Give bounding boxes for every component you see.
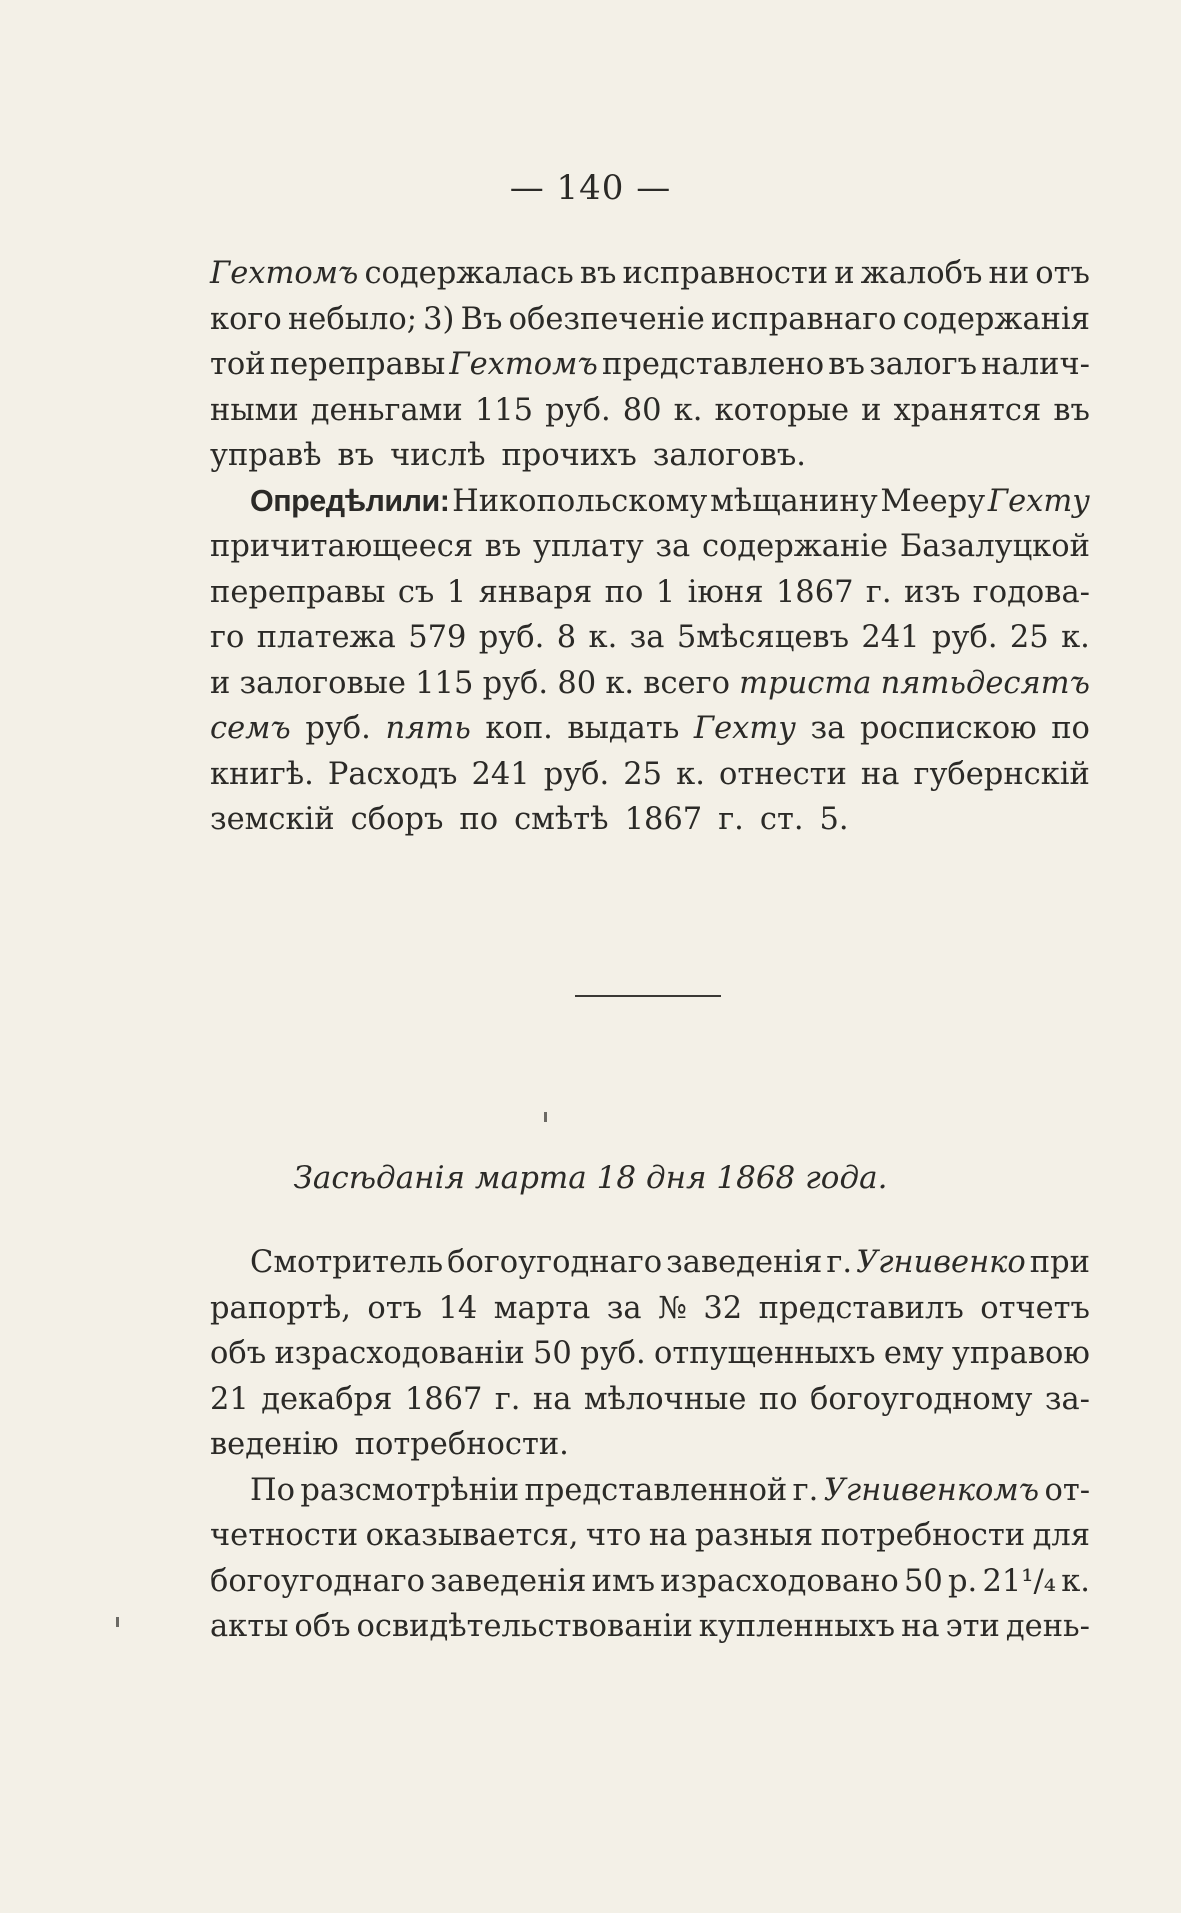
word: переправы [269,347,446,382]
text-line [210,615,1090,661]
word: № [658,1290,687,1326]
word: по [459,802,499,837]
word: всего [643,665,730,701]
word: іюня [687,574,764,610]
word: руб. [478,620,545,655]
word: Опредѣлили: [250,483,450,518]
text-line [210,1377,1090,1423]
text-line [210,524,1090,570]
word: 1 [655,574,676,610]
word: земскій [210,802,335,837]
word: четности [210,1518,359,1553]
word: г. [718,802,744,837]
text-line [210,1331,1090,1377]
word: руб. [305,711,371,746]
word: управѣ [210,438,322,473]
text-line [210,706,1090,752]
word: 50 [533,1336,572,1371]
word: жалобъ [860,256,983,291]
word: По [250,1472,295,1508]
word: при [1029,1245,1090,1280]
word: небыло; [287,301,417,337]
word: Гехтомъ [210,256,359,291]
word: отпущенныхъ [654,1336,876,1371]
word: 25 [1009,620,1049,655]
word: отъ [367,1290,423,1326]
word: изъ [904,574,961,610]
word: го [210,620,245,655]
word: управою [951,1336,1090,1371]
word: 241 [861,620,920,655]
word: имъ [591,1563,656,1599]
word: к. [676,756,705,792]
text-line [210,1240,1090,1286]
word: руб. [931,620,998,655]
word: деньгами [310,392,463,428]
word: платежа [256,620,396,655]
word: за [606,1290,642,1326]
paragraph-1 [210,251,1090,843]
word: от- [1044,1472,1090,1508]
word: рапортѣ, [210,1290,351,1326]
word: 3) [423,301,455,337]
word: годова- [972,574,1090,610]
word: прочихъ [501,438,637,473]
word: въ [484,529,522,564]
word: за [810,711,846,746]
word: 1867 [404,1381,483,1417]
word: 50 [904,1563,943,1599]
word: г. [494,1381,521,1417]
word: которые [714,392,850,428]
word: числѣ [390,438,486,473]
word: съ [397,574,435,610]
word: и [834,256,855,291]
text-line [210,1513,1090,1559]
word: 80 [622,392,662,428]
word: отнести [718,756,847,792]
text-line [210,342,1090,388]
word: 5. [819,802,849,837]
word: сборъ [350,802,444,837]
word: кого [210,301,282,337]
word: заведенія [430,1563,587,1599]
text-line [210,251,1090,297]
word: г. [865,574,892,610]
word: по [1051,711,1090,746]
word: семъ [210,711,291,746]
text-line [210,570,1090,616]
word: 1867 [624,802,703,837]
word: потребности [820,1518,1026,1553]
word: содержалась [364,256,574,291]
word: губернскій [913,756,1090,792]
word: декабря [261,1381,393,1417]
paragraph-2 [210,1240,1090,1650]
word: ст. [759,802,804,837]
word: руб. [580,1336,646,1371]
page-number: — 140 — [509,168,672,208]
word: 579 [408,620,467,655]
word: Базалуцкой [899,529,1090,564]
word: переправы [210,574,386,610]
word: въ [828,347,865,382]
word: акты [210,1609,289,1644]
word: за- [1044,1381,1090,1417]
word: 115 [474,392,534,428]
word: Расходъ [327,756,458,792]
word: богоугодному [809,1381,1033,1417]
word: Гехту [693,711,796,746]
word: 5мѣсяцевъ [676,620,849,655]
word: въ [1053,392,1090,428]
text-line [210,388,1090,434]
word: исправнаго [710,301,897,337]
word: на [901,1609,940,1644]
word: представилъ [758,1290,964,1326]
word: смѣтѣ [514,802,609,837]
text-line [210,661,1090,707]
word: что [585,1518,642,1553]
print-mark [116,1617,119,1627]
word: пять [385,711,471,746]
word: представленной [524,1472,788,1508]
word: веденію [210,1427,339,1462]
word: на [860,756,900,792]
word: оказывается, [365,1518,579,1553]
word: выдать [567,711,680,746]
word: марта [493,1290,591,1326]
word: ными [210,392,299,428]
word: Смотритель [250,1245,444,1280]
word: руб. [482,665,549,701]
word: израсходовано [660,1563,899,1599]
word: 80 [557,665,597,701]
word: богоугоднаго [210,1563,425,1599]
word: 32 [703,1290,743,1326]
word: к. [1061,1563,1090,1599]
word: въ [337,438,375,473]
word: 1867 [775,574,854,610]
word: к. [1061,620,1090,655]
word: и [210,665,231,701]
word: 21¹/₄ [982,1563,1056,1599]
word: к. [588,620,618,655]
word: книгѣ. [210,756,314,792]
word: потребности. [354,1427,569,1462]
word: отъ [1035,256,1090,291]
word: содержаніе [701,529,889,564]
word: за [655,529,691,564]
word: за [629,620,665,655]
word: 241 [471,756,530,792]
word: мѣщанину [710,483,878,519]
word: к. [673,392,703,428]
word: залогъ [869,347,978,382]
word: на [648,1518,688,1553]
word: исправности [622,256,829,291]
text-line [210,1559,1090,1605]
word: ни [988,256,1030,291]
word: Гехтомъ [449,347,598,382]
word: по [604,574,644,610]
word: разсмотрѣніи [300,1472,520,1508]
print-mark [544,1112,547,1122]
word: причитающееся [210,529,474,564]
text-line [210,297,1090,343]
word: 1 [446,574,467,610]
word: обезпеченіе [508,301,705,337]
word: израсходованіи [274,1336,525,1371]
word: отчетъ [980,1290,1090,1326]
word: богоугоднаго [447,1245,663,1280]
word: Мееру [880,483,986,519]
word: Угнивенкомъ [823,1472,1040,1508]
word: залоговъ. [652,438,806,473]
word: руб. [545,392,611,428]
word: 8 [556,620,577,655]
word: хранятся [893,392,1042,428]
word: Никопольскому [452,483,708,519]
word: руб. [543,756,610,792]
word: заведенія [666,1245,823,1280]
text-line [210,1468,1090,1514]
session-heading: Засѣданія марта 18 дня 1868 года. [293,1160,888,1196]
word: 115 [415,665,474,701]
text-line [210,752,1090,798]
word: коп. [485,711,553,746]
word: той [210,347,266,382]
word: въ [579,256,617,291]
word: налич- [981,347,1090,382]
word: 21 [210,1381,249,1417]
word: ему [883,1336,944,1371]
word: роспискою [859,711,1037,746]
word: Гехту [987,483,1090,519]
word: Угнивенко [856,1245,1026,1280]
word: триста [739,665,872,701]
word: содержанія [902,301,1090,337]
word: к. [605,665,635,701]
section-divider [575,995,721,997]
word: представлено [601,347,825,382]
word: января [478,574,593,610]
word: разныя [694,1518,814,1553]
word: 25 [623,756,663,792]
word: по [758,1381,798,1417]
text-line [210,433,1090,479]
word: г. [826,1245,853,1280]
text-line [210,1422,1090,1468]
word: Въ [460,301,503,337]
word: для [1032,1518,1090,1553]
word: и [861,392,882,428]
text-line [210,797,1090,843]
text-line [210,1286,1090,1332]
word: залоговые [239,665,406,701]
text-line [210,1604,1090,1650]
word: освидѣтельствованіи [356,1609,693,1644]
word: пятьдесятъ [880,665,1090,701]
word: р. [948,1563,978,1599]
word: объ [210,1336,267,1371]
text-line [210,479,1090,525]
word: эти [945,1609,1000,1644]
word: 14 [438,1290,478,1326]
word: день- [1005,1609,1090,1644]
word: купленныхъ [698,1609,896,1644]
word: мѣлочные [583,1381,747,1417]
word: объ [294,1609,351,1644]
word: уплату [533,529,644,564]
word: г. [792,1472,819,1508]
word: на [532,1381,572,1417]
